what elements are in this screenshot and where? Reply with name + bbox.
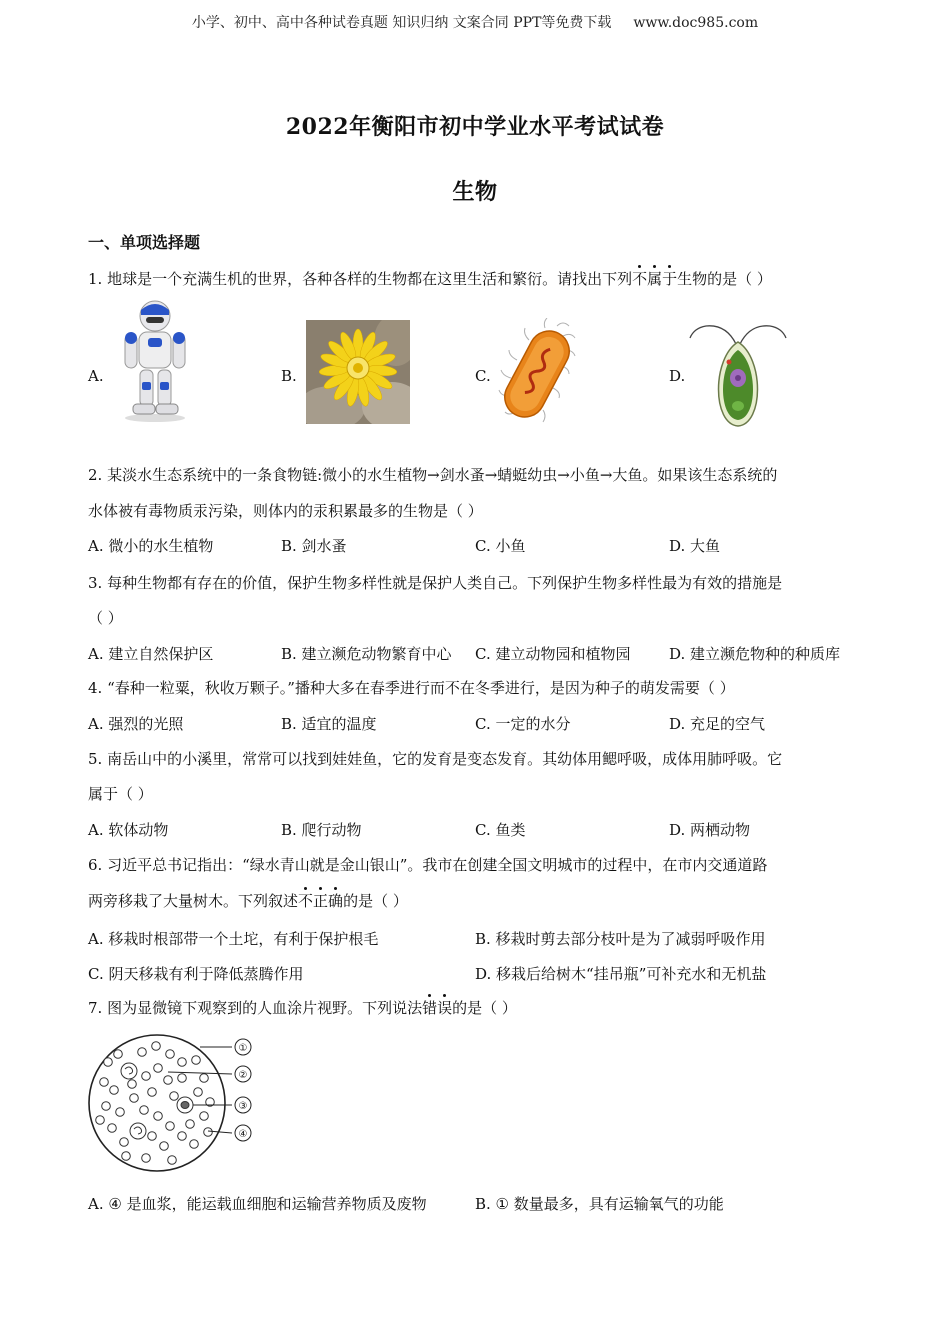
section-heading: 一、单项选择题 [88,233,201,252]
red-blood-cell [104,1058,113,1067]
q6-text-end: 的是（ ） [343,892,408,910]
q6-option-c[interactable]: C. 阴天移栽有利于降低蒸腾作用 [88,965,304,983]
q1-option-b[interactable]: B. [281,367,297,385]
q3-option-d[interactable]: D. 建立濒危物种的种质库 [669,645,841,663]
q2-option-d[interactable]: D. 大鱼 [669,537,721,555]
page-header [0,12,950,32]
q1-emph: 于 [662,270,678,288]
q1-option-c[interactable]: C. [475,367,491,385]
red-blood-cell [170,1092,179,1101]
label-4: ④ [238,1129,248,1140]
question-1 [88,268,772,289]
q7-emph: 错 [422,999,438,1017]
question-6-line1: 6. 习近平总书记指出：“绿水青山就是金山银山”。我市在创建全国文明城市的过程中，在市内交通道路 [88,856,768,874]
red-blood-cell [102,1102,111,1111]
q7-text-end: 的是（ ） [452,999,517,1017]
red-blood-cell [100,1078,109,1087]
q4-option-d[interactable]: D. 充足的空气 [669,715,766,733]
q6-emph: 不 [298,892,314,910]
q2-option-b[interactable]: B. 剑水蚤 [281,537,347,555]
q1-option-a[interactable]: A. [88,367,104,385]
red-blood-cell [120,1138,129,1147]
q6-option-b[interactable]: B. 移栽时剪去部分枝叶是为了减弱呼吸作用 [475,930,766,948]
red-blood-cell [166,1050,175,1059]
q6-option-d[interactable]: D. 移栽后给树木“挂吊瓶”可补充水和无机盐 [475,965,767,983]
question-4: 4. “春种一粒粟，秋收万颗子。”播种大多在春季进行而不在冬季进行，是因为种子的萌发需要（ ） [88,679,735,697]
red-blood-cell [166,1122,175,1131]
red-blood-cell [160,1142,169,1151]
q3-option-a[interactable]: A. 建立自然保护区 [88,645,214,663]
red-blood-cell [130,1094,139,1103]
red-blood-cell [140,1106,149,1115]
red-blood-cell [154,1112,163,1121]
q1-text: 1. 地球是一个充满生机的世界，各种各样的生物都在这里生活和繁衍。请找出下列 [88,270,633,288]
q1-emph: 不 [632,270,648,288]
red-blood-cell [194,1088,203,1097]
red-blood-cell [138,1048,147,1057]
red-blood-cell [142,1154,151,1163]
q7-text: 7. 图为显微镜下观察到的人血涂片视野。下列说法 [88,999,423,1017]
red-blood-cell [108,1124,117,1133]
red-blood-cell [154,1064,163,1073]
red-blood-cell [200,1074,209,1083]
label-1: ① [238,1043,248,1054]
bacterium-image [495,318,580,430]
q7-option-b[interactable]: B. ① 数量最多，具有运输氧气的功能 [475,1195,724,1213]
label-2: ② [238,1070,248,1081]
q4-option-b[interactable]: B. 适宜的温度 [281,715,377,733]
question-2-line2: 水体被有毒物质汞污染，则体内的汞积累最多的生物是（ ） [88,502,483,520]
red-blood-cell [148,1088,157,1097]
q5-option-b[interactable]: B. 爬行动物 [281,821,362,839]
q6-option-a[interactable]: A. 移栽时根部带一个土坨，有利于保护根毛 [88,930,379,948]
red-blood-cell [190,1140,199,1149]
q6-text: 两旁移栽了大量树木。下列叙述 [88,892,299,910]
q5-option-d[interactable]: D. 两栖动物 [669,821,751,839]
red-blood-cell [116,1108,125,1117]
q5-option-a[interactable]: A. 软体动物 [88,821,169,839]
red-blood-cell [142,1072,151,1081]
robot-image [110,298,200,424]
red-blood-cell [152,1042,161,1051]
q6-emph: 确 [328,892,344,910]
q1-text-end: 生物的是（ ） [677,270,772,288]
red-blood-cell [192,1056,201,1065]
q7-emph: 误 [437,999,453,1017]
q7-option-a[interactable]: A. ④ 是血浆，能运载血细胞和运输营养物质及废物 [88,1195,427,1213]
red-blood-cell [122,1152,131,1161]
q2-option-a[interactable]: A. 微小的水生植物 [88,537,214,555]
q2-option-c[interactable]: C. 小鱼 [475,537,526,555]
red-blood-cell [178,1132,187,1141]
q4-option-a[interactable]: A. 强烈的光照 [88,715,184,733]
red-blood-cell [178,1058,187,1067]
red-blood-cell [178,1074,187,1083]
red-blood-cell [168,1156,177,1165]
chlamydomonas-image [686,318,790,430]
exam-title: 2022年衡阳市初中学业水平考试试卷 [285,114,665,140]
red-blood-cell [96,1116,105,1125]
red-blood-cell [110,1086,119,1095]
q1-option-d[interactable]: D. [669,367,686,385]
blood-smear-diagram [86,1032,266,1174]
red-blood-cell [200,1112,209,1121]
q4-option-c[interactable]: C. 一定的水分 [475,715,571,733]
red-blood-cell [128,1080,137,1089]
q3-option-c[interactable]: C. 建立动物园和植物园 [475,645,631,663]
question-3-line1: 3. 每种生物都有存在的价值，保护生物多样性就是保护人类自己。下列保护生物多样性最为有效的措施是 [88,574,783,592]
header-text: 小学、初中、高中各种试卷真题 知识归纳 文案合同 PPT等免费下载 [191,15,612,31]
red-blood-cell [164,1076,173,1085]
question-3-line2: （ ） [88,609,123,627]
question-6-line2 [88,890,408,911]
subject-title: 生物 [452,179,498,205]
q1-emph: 属 [647,270,663,288]
header-site[interactable]: www.doc985.com [633,15,759,31]
question-2-line1: 2. 某淡水生态系统中的一条食物链:微小的水生植物→剑水蚤→蜻蜓幼虫→小鱼→大鱼。如果该生态系统的 [88,466,778,484]
red-blood-cell [114,1050,123,1059]
red-blood-cell [148,1132,157,1141]
red-blood-cell [186,1120,195,1129]
flower-image [306,320,410,424]
question-7 [88,997,517,1018]
q6-emph: 正 [313,892,329,910]
label-3: ③ [238,1101,248,1112]
q5-option-c[interactable]: C. 鱼类 [475,821,526,839]
q3-option-b[interactable]: B. 建立濒危动物繁育中心 [281,645,452,663]
red-blood-cell [204,1128,213,1137]
question-5-line2: 属于（ ） [88,785,153,803]
question-5-line1: 5. 南岳山中的小溪里，常常可以找到娃娃鱼，它的发育是变态发育。其幼体用鳃呼吸，成体用肺呼吸。它 [88,750,783,768]
